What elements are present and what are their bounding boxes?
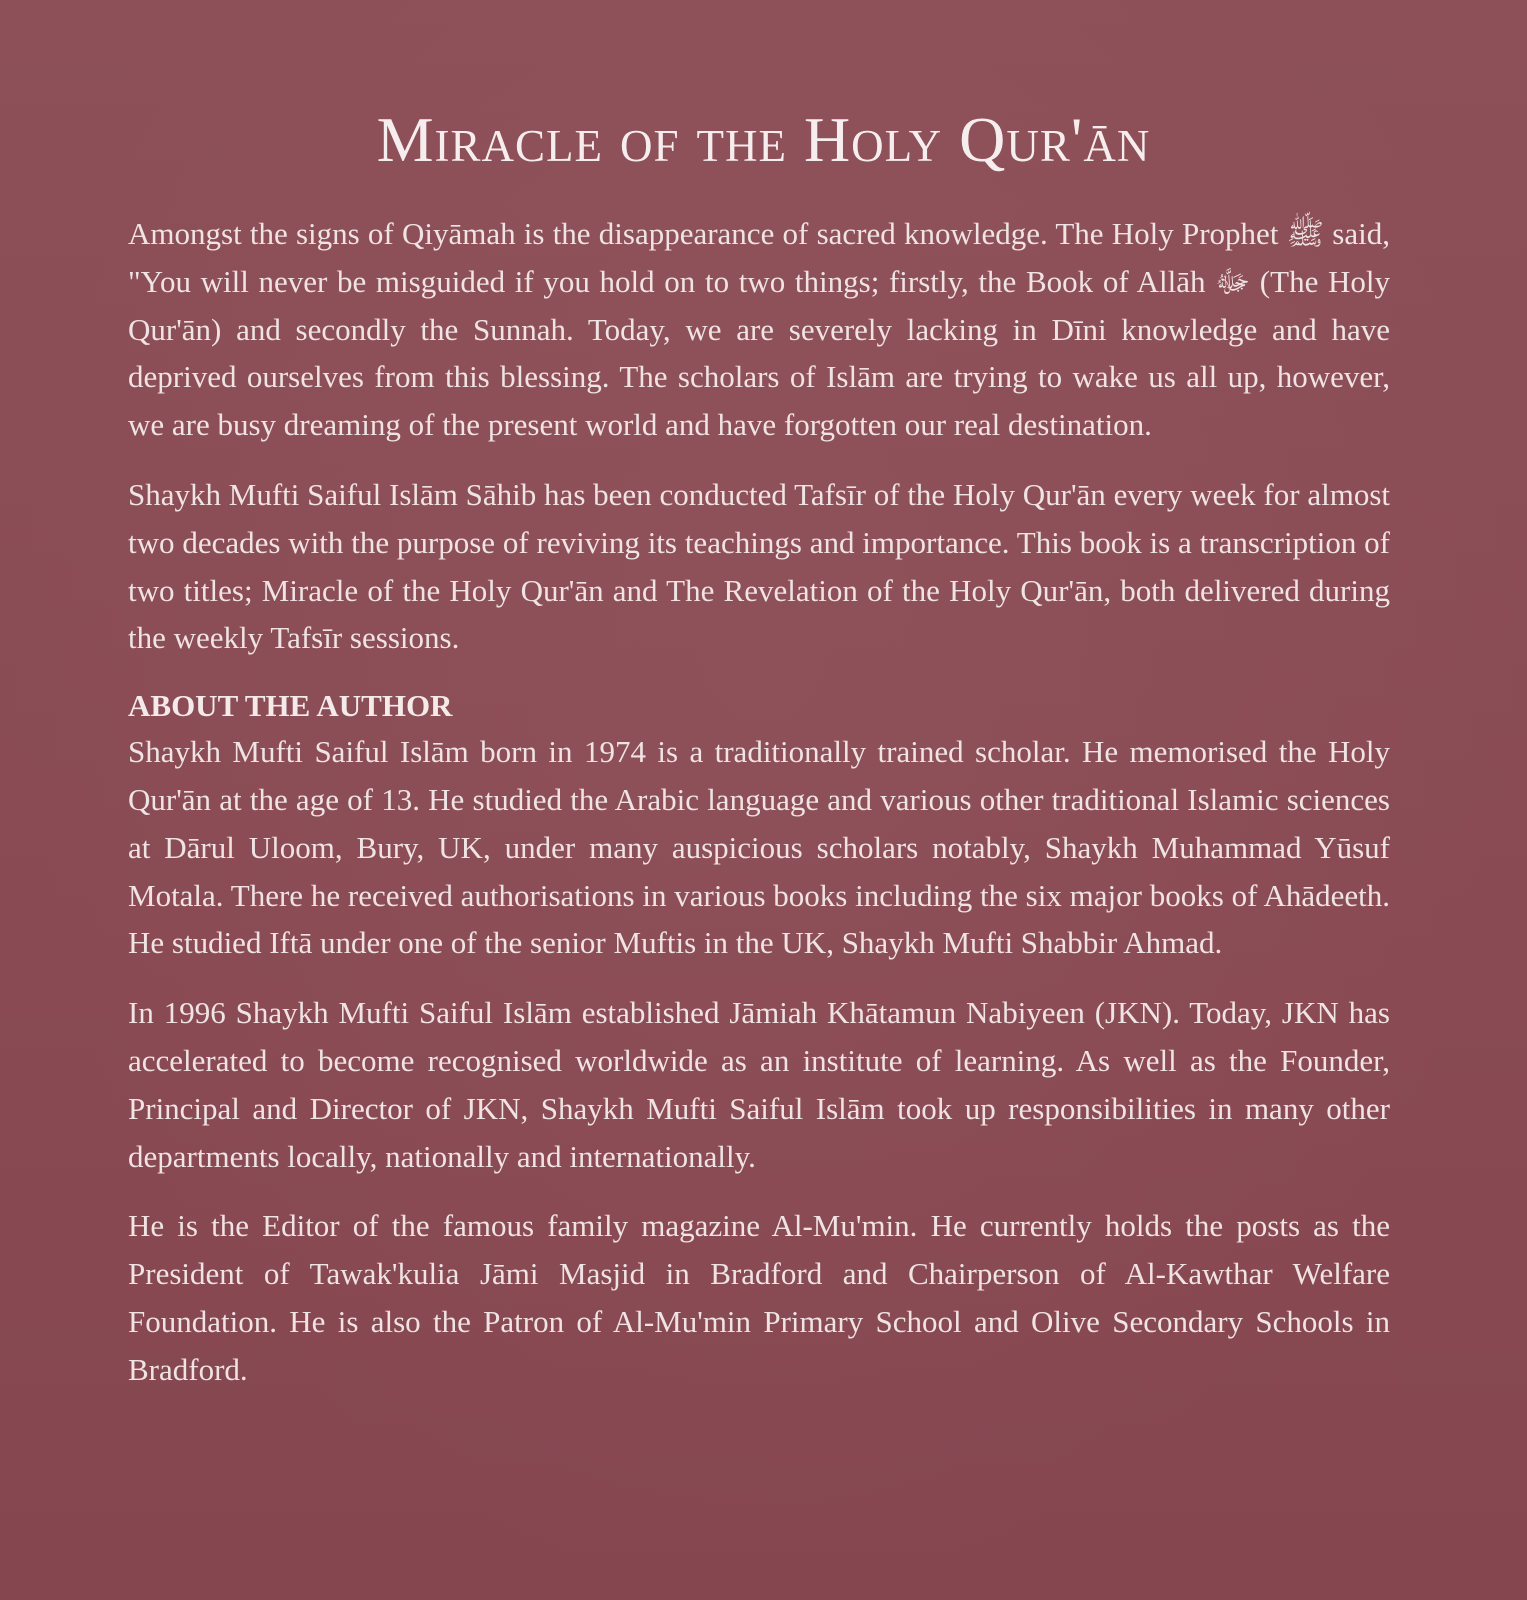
about-author-heading: ABOUT THE AUTHOR — [128, 688, 453, 724]
tafsir-paragraph: Shaykh Mufti Saiful Islām Sāhib has been conducted Tafsīr of the Holy Qur'ān every week for almost two decades with the purpose of reviving its teachings and importance. This book is a transcription of two titles; Miracle of the Holy Qur'ān and The Revelation of the Holy Qur'ān, both delivered during the weekly Tafsīr sessions. — [128, 476, 1390, 656]
blurb-text-block — [128, 210, 1390, 1416]
intro-paragraph: Amongst the signs of Qiyāmah is the disappearance of sacred knowledge. The Holy Prophet ﷺ said, "You will never be misguided if you hold on to two things; firstly, the Book of Allāh ﷻ (The Holy Qur'ān) and secondly the Sunnah. Today, we are severely lacking in Dīni knowledge and have deprived ourselves from this blessing. The scholars of Islām are trying to wake us all up, however, we are busy dreaming of the present world and have forgotten our real destination. — [128, 216, 1390, 443]
author-bio-paragraph: Shaykh Mufti Saiful Islām born in 1974 is a traditionally trained scholar. He memorised the Holy Qur'ān at the age of 13. He studied the Arabic language and various other traditional Islamic sciences at Dārul Uloom, Bury, UK, under many auspicious scholars notably, Shaykh Muhammad Yūsuf Motala. There he received authorisations in various books including the six major books of Ahādeeth. He studied Iftā under one of the senior Muftis in the UK, Shaykh Mufti Shabbir Ahmad. — [128, 734, 1390, 961]
jkn-paragraph: In 1996 Shaykh Mufti Saiful Islām established Jāmiah Khātamun Nabiyeen (JKN). Today, JKN has accelerated to become recognised worldwide as an institute of learning. As well as the Founder, Principal and Director of JKN, Shaykh Mufti Saiful Islām took up responsibilities in many other departments locally, nationally and internationally. — [128, 995, 1390, 1174]
editor-paragraph: He is the Editor of the famous family magazine Al-Mu'min. He currently holds the posts as the President of Tawak'kulia Jāmi Masjid in Bradford and Chairperson of Al-Kawthar Welfare Foundation. He is also the Patron of Al-Mu'min Primary School and Olive Secondary Schools in Bradford. — [128, 1208, 1390, 1387]
book-title: Miracle of the Holy Qur'ān — [376, 104, 1151, 175]
